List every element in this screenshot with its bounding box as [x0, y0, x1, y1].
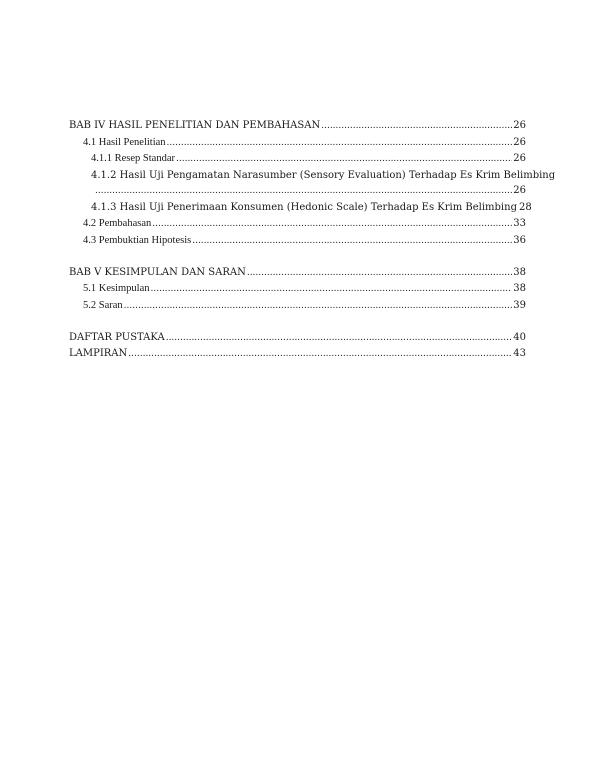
- toc-entry-4-1-1[interactable]: [69, 151, 526, 168]
- toc-entry-daftar-pustaka[interactable]: [69, 330, 526, 347]
- toc-entry-title: 5.1 Kesimpulan: [83, 283, 150, 294]
- toc-entry-page: 28: [518, 201, 532, 213]
- toc-leader-dots: [128, 346, 512, 363]
- toc-entry-page: 39: [513, 299, 526, 311]
- toc-leader-dots: [151, 281, 513, 298]
- toc-entry-4-1[interactable]: [69, 135, 526, 152]
- toc-entry-title: 5.2 Saran: [83, 299, 123, 311]
- toc-entry-4-2[interactable]: [69, 216, 526, 233]
- toc-entry-bab-iv[interactable]: [69, 118, 526, 135]
- toc-entry-title: 4.1.3 Hasil Uji Penerimaan Konsumen (Hedonic Scale) Terhadap Es Krim Belimbing: [91, 201, 517, 213]
- toc-leader-dots: [176, 151, 512, 168]
- toc-entry-title: DAFTAR PUSTAKA: [69, 331, 165, 343]
- toc-entry-5-1[interactable]: [69, 281, 526, 298]
- toc-entry-title: 4.1.2 Hasil Uji Pengamatan Narasumber (Sensory Evaluation) Terhadap Es Krim Belimbing: [91, 169, 556, 181]
- toc-entry-title: LAMPIRAN: [69, 348, 128, 359]
- toc-entry-page: 26: [513, 136, 526, 148]
- toc-leader-dots: [95, 183, 512, 200]
- toc-entry-title: 4.1.1 Resep Standar: [91, 153, 175, 164]
- toc-entry-page: 26: [513, 153, 526, 164]
- toc-leader-dots: [124, 298, 513, 315]
- toc-entry-page: 43: [513, 348, 526, 359]
- toc-entry-4-1-3[interactable]: [69, 200, 532, 217]
- toc-entry-title: 4.3 Pembuktian Hipotesis: [83, 234, 192, 246]
- toc-entry-page: 38: [513, 283, 526, 294]
- toc-entry-5-2[interactable]: [69, 298, 526, 315]
- toc-leader-dots: [247, 265, 512, 282]
- toc-entry-title: 4.1 Hasil Penelitian: [83, 136, 166, 148]
- toc-leader-dots: [166, 330, 513, 347]
- toc-entry-bab-v[interactable]: [69, 265, 526, 282]
- toc-entry-title: BAB IV HASIL PENELITIAN DAN PEMBAHASAN: [69, 120, 321, 131]
- toc-entry-page: 36: [513, 234, 526, 246]
- toc-entry-4-3[interactable]: [69, 233, 526, 250]
- toc-entry-lampiran[interactable]: [69, 346, 526, 363]
- toc-leader-dots: [192, 233, 512, 250]
- toc-spacer: [69, 249, 526, 265]
- toc-entry-page: 26: [513, 185, 526, 196]
- toc-spacer: [69, 314, 526, 330]
- toc-leader-dots: [321, 118, 512, 135]
- toc-entry-title: BAB V KESIMPULAN DAN SARAN: [69, 266, 246, 278]
- toc-leader-dots: [152, 216, 512, 233]
- toc-entry-title: 4.2 Pembahasan: [83, 218, 152, 229]
- toc-entry-page: 26: [513, 120, 526, 131]
- toc-leader-dots: [167, 135, 513, 152]
- toc-entry-page: 33: [513, 218, 526, 229]
- toc-entry-page: 38: [513, 266, 526, 278]
- toc-entry-page: 40: [513, 331, 526, 343]
- table-of-contents: [69, 118, 556, 363]
- toc-entry-4-1-2[interactable]: [69, 168, 556, 200]
